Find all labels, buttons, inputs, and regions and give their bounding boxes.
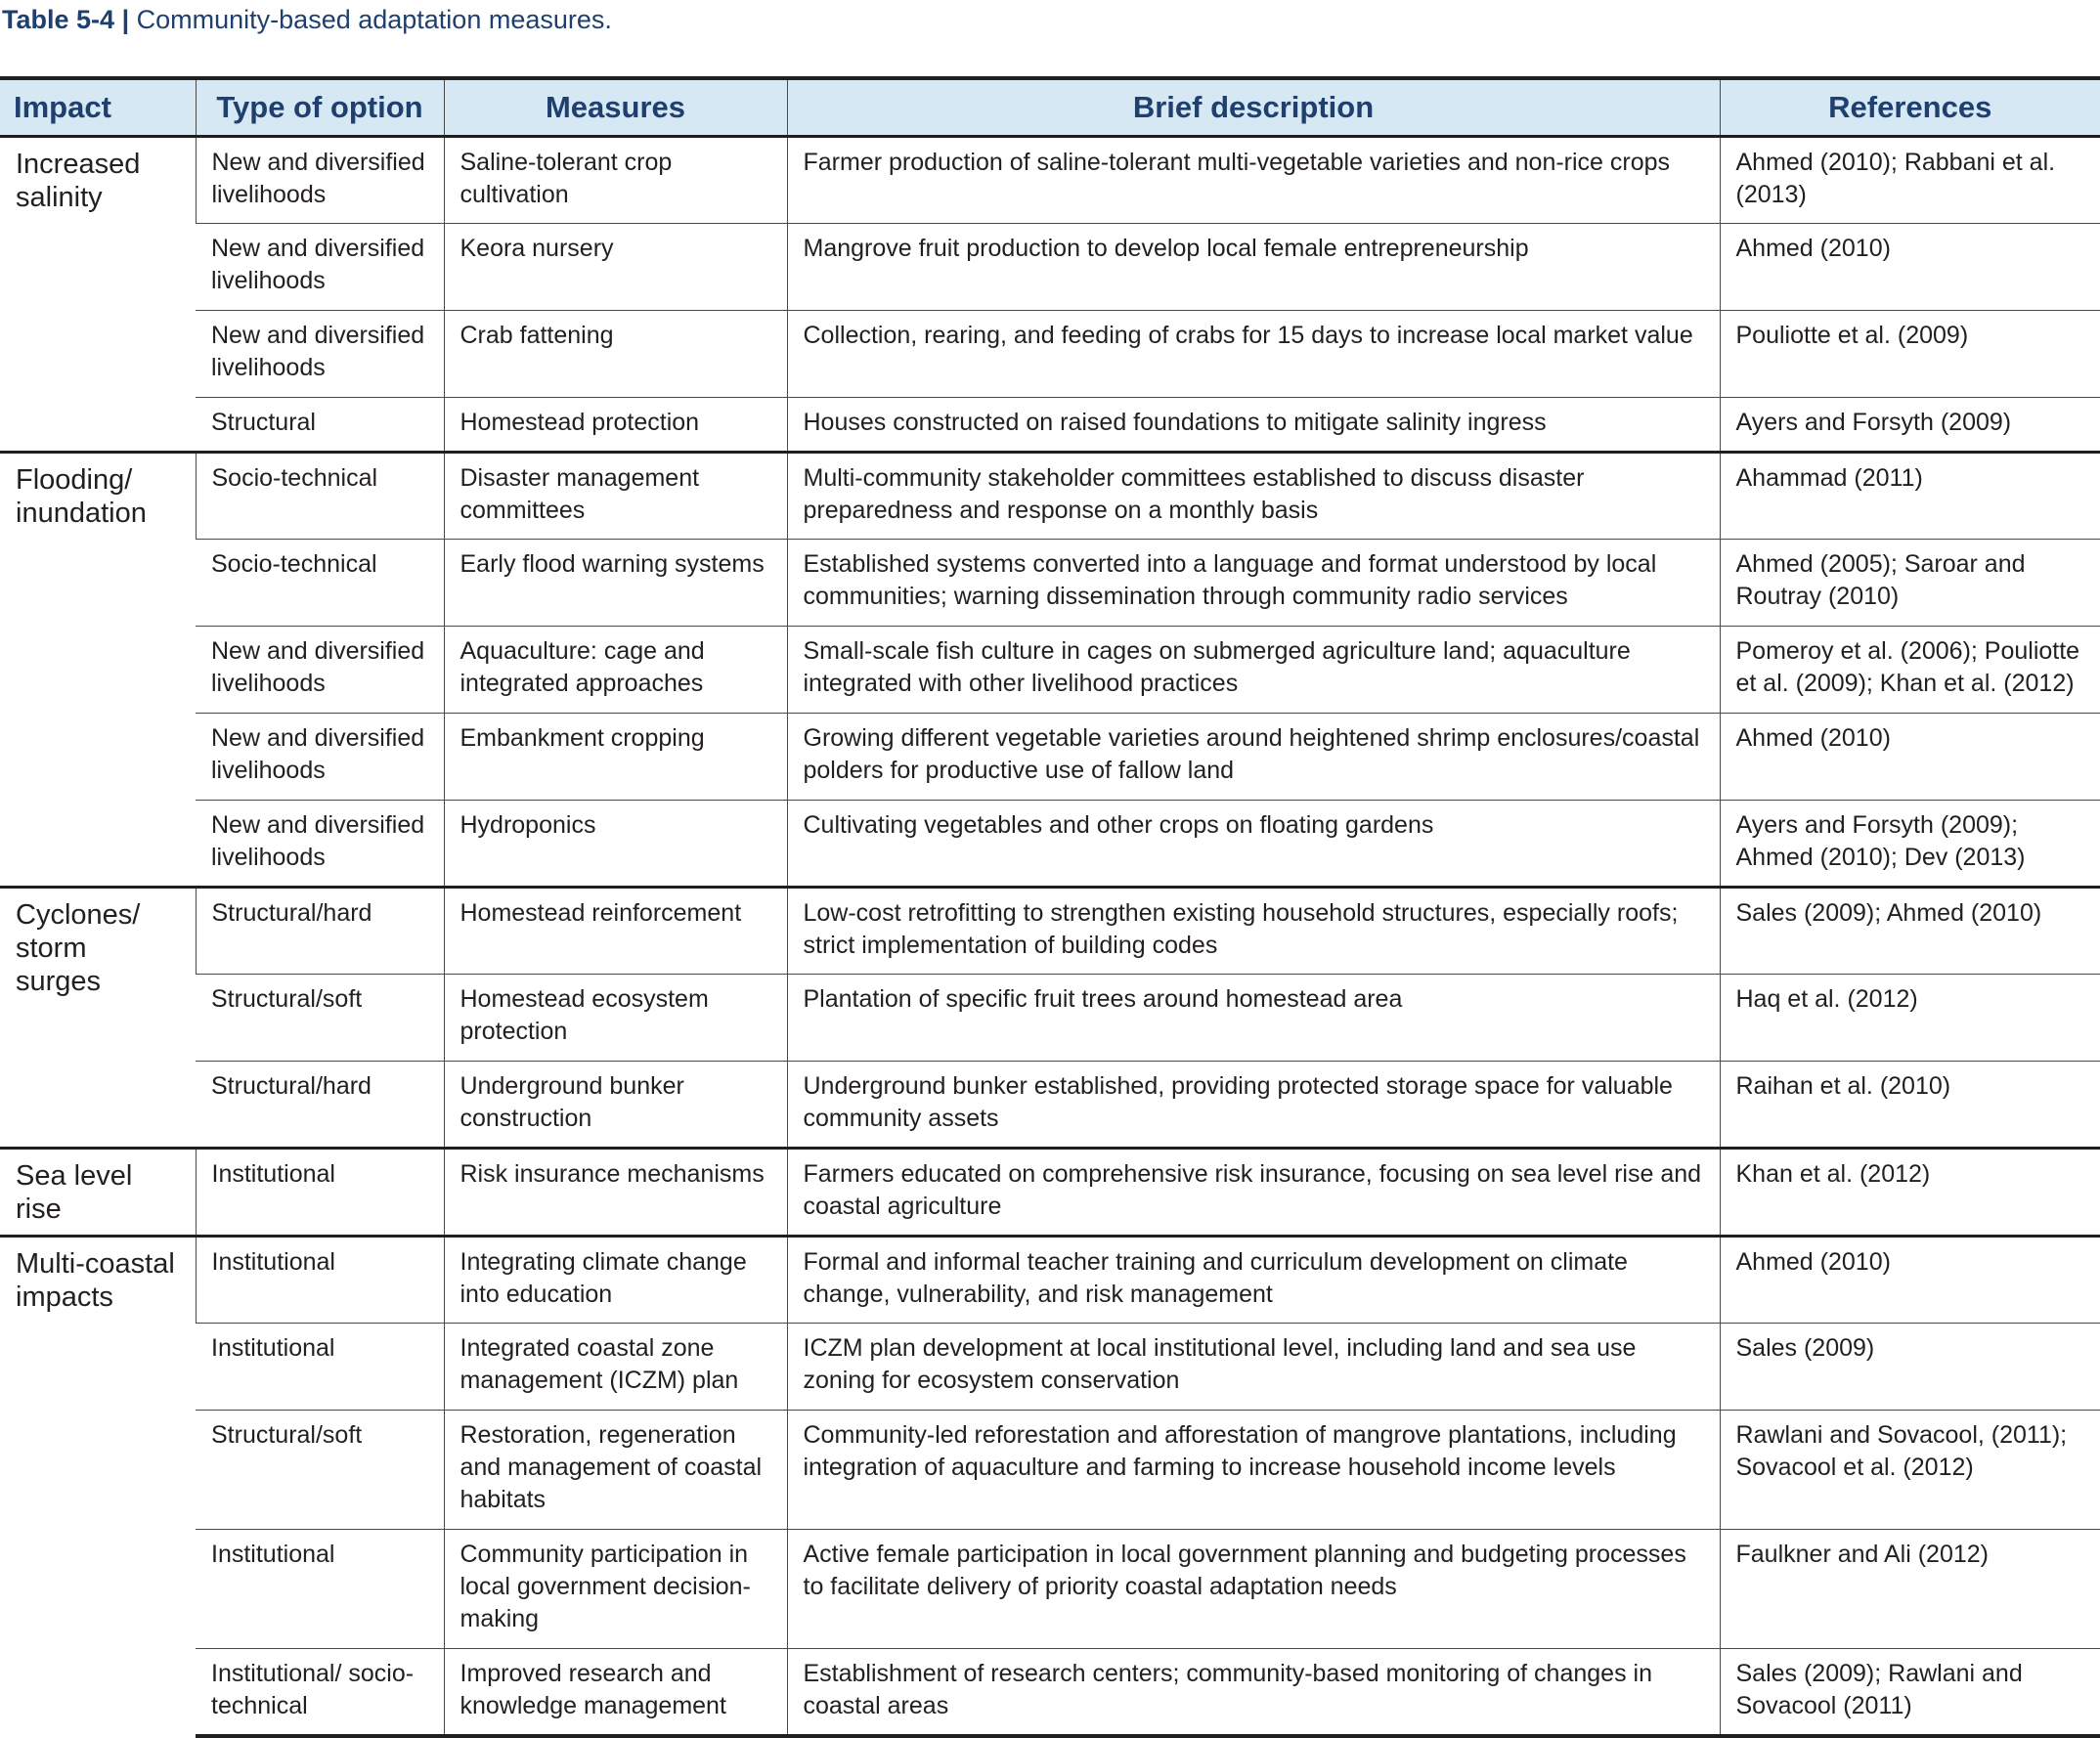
table-row bbox=[0, 1062, 2100, 1149]
references-cell: Ahmed (2005); Saroar and Routray (2010) bbox=[1720, 540, 2100, 627]
impact-cell: Multi-coastal impacts bbox=[0, 1237, 196, 1736]
table-caption bbox=[2, 4, 612, 35]
impact-cell: Flooding/ inundation bbox=[0, 453, 196, 888]
table-body bbox=[0, 137, 2100, 1736]
type-of-option-cell: Institutional bbox=[196, 1324, 444, 1411]
measure-cell: Homestead protection bbox=[444, 398, 787, 453]
header-row bbox=[0, 78, 2100, 137]
table-row bbox=[0, 1530, 2100, 1649]
description-cell: Underground bunker established, providing protected storage space for valuable community assets bbox=[787, 1062, 1720, 1149]
description-cell: Farmers educated on comprehensive risk insurance, focusing on sea level rise and coastal agriculture bbox=[787, 1149, 1720, 1237]
type-of-option-cell: Institutional bbox=[196, 1530, 444, 1649]
type-of-option-cell: Socio-technical bbox=[196, 540, 444, 627]
references-cell: Ahammad (2011) bbox=[1720, 453, 2100, 540]
measure-cell: Saline-tolerant crop cultivation bbox=[444, 137, 787, 224]
references-cell: Ayers and Forsyth (2009); Ahmed (2010); Dev (2013) bbox=[1720, 801, 2100, 888]
measure-cell: Risk insurance mechanisms bbox=[444, 1149, 787, 1237]
adaptation-measures-table bbox=[0, 76, 2100, 1738]
type-of-option-cell: New and diversified livelihoods bbox=[196, 224, 444, 311]
measure-cell: Underground bunker construction bbox=[444, 1062, 787, 1149]
references-cell: Sales (2009); Ahmed (2010) bbox=[1720, 888, 2100, 975]
table-row bbox=[0, 453, 2100, 540]
measure-cell: Embankment cropping bbox=[444, 714, 787, 801]
type-of-option-cell: Structural/hard bbox=[196, 888, 444, 975]
measure-cell: Early flood warning systems bbox=[444, 540, 787, 627]
table-row bbox=[0, 1324, 2100, 1411]
description-cell: Farmer production of saline-tolerant multi-vegetable varieties and non-rice crops bbox=[787, 137, 1720, 224]
type-of-option-cell: Institutional bbox=[196, 1149, 444, 1237]
references-cell: Ayers and Forsyth (2009) bbox=[1720, 398, 2100, 453]
table-row bbox=[0, 975, 2100, 1062]
references-cell: Pouliotte et al. (2009) bbox=[1720, 311, 2100, 398]
header-brief-description: Brief description bbox=[787, 78, 1720, 137]
type-of-option-cell: Structural bbox=[196, 398, 444, 453]
references-cell: Ahmed (2010); Rabbani et al. (2013) bbox=[1720, 137, 2100, 224]
measure-cell: Crab fattening bbox=[444, 311, 787, 398]
type-of-option-cell: Institutional/ socio-technical bbox=[196, 1649, 444, 1736]
type-of-option-cell: Structural/soft bbox=[196, 1411, 444, 1530]
impact-cell: Sea level rise bbox=[0, 1149, 196, 1237]
header-type-of-option: Type of option bbox=[196, 78, 444, 137]
type-of-option-cell: Structural/hard bbox=[196, 1062, 444, 1149]
caption-separator: | bbox=[121, 5, 130, 34]
table-row bbox=[0, 1149, 2100, 1237]
description-cell: Low-cost retrofitting to strengthen existing household structures, especially roofs; strict implementation of building codes bbox=[787, 888, 1720, 975]
measure-cell: Aquaculture: cage and integrated approaches bbox=[444, 627, 787, 714]
type-of-option-cell: New and diversified livelihoods bbox=[196, 627, 444, 714]
type-of-option-cell: New and diversified livelihoods bbox=[196, 137, 444, 224]
measure-cell: Integrated coastal zone management (ICZM) plan bbox=[444, 1324, 787, 1411]
impact-cell: Cyclones/ storm surges bbox=[0, 888, 196, 1149]
table-header bbox=[0, 78, 2100, 137]
measure-cell: Homestead reinforcement bbox=[444, 888, 787, 975]
references-cell: Sales (2009) bbox=[1720, 1324, 2100, 1411]
table-row bbox=[0, 311, 2100, 398]
measure-cell: Keora nursery bbox=[444, 224, 787, 311]
table-row bbox=[0, 627, 2100, 714]
measure-cell: Restoration, regeneration and management of coastal habitats bbox=[444, 1411, 787, 1530]
references-cell: Rawlani and Sovacool, (2011); Sovacool et al. (2012) bbox=[1720, 1411, 2100, 1530]
measure-cell: Homestead ecosystem protection bbox=[444, 975, 787, 1062]
header-measures: Measures bbox=[444, 78, 787, 137]
table-row bbox=[0, 1237, 2100, 1324]
description-cell: Established systems converted into a language and format understood by local communities; warning dissemination through community radio services bbox=[787, 540, 1720, 627]
header-references: References bbox=[1720, 78, 2100, 137]
references-cell: Haq et al. (2012) bbox=[1720, 975, 2100, 1062]
measure-cell: Community participation in local government decision-making bbox=[444, 1530, 787, 1649]
table-row bbox=[0, 1649, 2100, 1736]
measure-cell: Hydroponics bbox=[444, 801, 787, 888]
type-of-option-cell: New and diversified livelihoods bbox=[196, 311, 444, 398]
table-row bbox=[0, 1411, 2100, 1530]
description-cell: Collection, rearing, and feeding of crabs for 15 days to increase local market value bbox=[787, 311, 1720, 398]
description-cell: Multi-community stakeholder committees established to discuss disaster preparedness and response on a monthly basis bbox=[787, 453, 1720, 540]
measure-cell: Improved research and knowledge management bbox=[444, 1649, 787, 1736]
references-cell: Ahmed (2010) bbox=[1720, 714, 2100, 801]
type-of-option-cell: New and diversified livelihoods bbox=[196, 801, 444, 888]
references-cell: Ahmed (2010) bbox=[1720, 224, 2100, 311]
table-row bbox=[0, 224, 2100, 311]
table-row bbox=[0, 137, 2100, 224]
type-of-option-cell: New and diversified livelihoods bbox=[196, 714, 444, 801]
references-cell: Pomeroy et al. (2006); Pouliotte et al. (2009); Khan et al. (2012) bbox=[1720, 627, 2100, 714]
table-row bbox=[0, 540, 2100, 627]
table-row bbox=[0, 398, 2100, 453]
table-row bbox=[0, 888, 2100, 975]
impact-cell: Increased salinity bbox=[0, 137, 196, 453]
table-number: Table 5-4 bbox=[2, 5, 115, 34]
type-of-option-cell: Institutional bbox=[196, 1237, 444, 1324]
description-cell: Small-scale fish culture in cages on submerged agriculture land; aquaculture integrated with other livelihood practices bbox=[787, 627, 1720, 714]
measure-cell: Integrating climate change into education bbox=[444, 1237, 787, 1324]
type-of-option-cell: Socio-technical bbox=[196, 453, 444, 540]
references-cell: Raihan et al. (2010) bbox=[1720, 1062, 2100, 1149]
references-cell: Ahmed (2010) bbox=[1720, 1237, 2100, 1324]
description-cell: Formal and informal teacher training and curriculum development on climate change, vulnerability, and risk management bbox=[787, 1237, 1720, 1324]
references-cell: Khan et al. (2012) bbox=[1720, 1149, 2100, 1237]
table-row bbox=[0, 801, 2100, 888]
type-of-option-cell: Structural/soft bbox=[196, 975, 444, 1062]
description-cell: Active female participation in local government planning and budgeting processes to facilitate delivery of priority coastal adaptation needs bbox=[787, 1530, 1720, 1649]
table-row bbox=[0, 714, 2100, 801]
references-cell: Faulkner and Ali (2012) bbox=[1720, 1530, 2100, 1649]
description-cell: Growing different vegetable varieties around heightened shrimp enclosures/coastal polders for productive use of fallow land bbox=[787, 714, 1720, 801]
measure-cell: Disaster management committees bbox=[444, 453, 787, 540]
description-cell: Mangrove fruit production to develop local female entrepreneurship bbox=[787, 224, 1720, 311]
description-cell: Houses constructed on raised foundations to mitigate salinity ingress bbox=[787, 398, 1720, 453]
table-title: Community-based adaptation measures. bbox=[136, 5, 612, 34]
description-cell: Cultivating vegetables and other crops on floating gardens bbox=[787, 801, 1720, 888]
description-cell: Establishment of research centers; community-based monitoring of changes in coastal areas bbox=[787, 1649, 1720, 1736]
description-cell: Plantation of specific fruit trees around homestead area bbox=[787, 975, 1720, 1062]
references-cell: Sales (2009); Rawlani and Sovacool (2011) bbox=[1720, 1649, 2100, 1736]
description-cell: Community-led reforestation and afforestation of mangrove plantations, including integration of aquaculture and farming to increase household income levels bbox=[787, 1411, 1720, 1530]
header-impact: Impact bbox=[0, 78, 196, 137]
description-cell: ICZM plan development at local institutional level, including land and sea use zoning for ecosystem conservation bbox=[787, 1324, 1720, 1411]
